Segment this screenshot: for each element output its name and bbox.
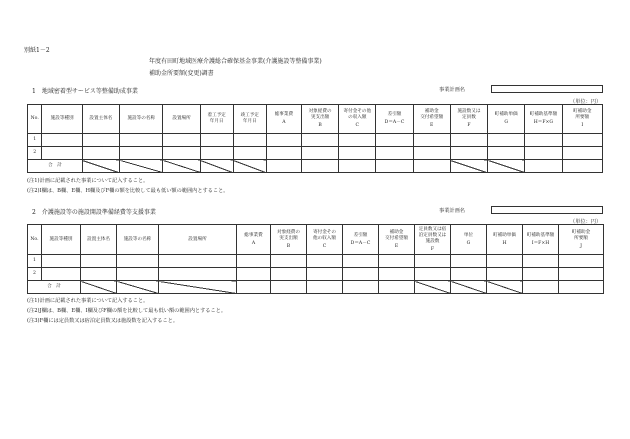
section2-head-sub: 施設数 [425,238,440,244]
section1-header-cell [376,105,413,134]
section2-project-name-field[interactable] [491,206,603,214]
section1-head-text: 補助金 [424,109,439,114]
section2-head-letter: F [430,246,435,252]
total-cell[interactable] [343,281,379,294]
section1-head-letter: I [581,123,584,128]
hatched-cell [120,160,163,173]
table-cell[interactable] [559,255,604,268]
section2-head-text: 定員数又は宿 [418,226,447,232]
section2-head-letter: D＝A－C [350,240,371,246]
section2-header-cell [42,225,81,255]
section2-head-text: 施設等種別 [49,236,73,242]
table-cell[interactable] [271,255,307,268]
section2-header-cell [307,225,343,255]
section1-head-sub: 交付希望額 [420,115,444,120]
section2-header-cell [343,225,379,255]
document-subtitle: 補助金所要額(変更)調書 [149,70,214,77]
section1-head-sub: 所要額 [575,115,590,120]
table-row [28,255,604,268]
section1-head-letter: D＝A－C [384,120,405,125]
section1-head-letter: C [355,123,360,128]
section1-header-cell [339,105,376,134]
section2-header-cell [487,225,523,255]
section2-note-3: (注3)F欄には定員数又は宿泊定員数又は施設数を記入すること。 [27,318,179,324]
section1-head-text: 差引額 [387,112,402,117]
section1-project-name-field[interactable] [491,85,603,93]
table-cell[interactable] [117,268,159,281]
table-cell[interactable] [307,268,343,281]
section1-head-sub: 実支出額 [310,115,330,120]
section1-head-text: 設置主体名 [89,116,113,121]
section2-head-letter: H [502,240,507,246]
section2-header-cell [451,225,487,255]
section1-header-cell [163,105,200,134]
section2-head-text: 町補助単価 [493,232,516,238]
section1-table [27,104,603,173]
hatched-cell [159,281,237,294]
total-label: 合 計 [28,160,83,173]
section2-header-cell [271,225,307,255]
section2-head-text: 設置場所 [188,236,207,242]
document-title: 年度有田町地域医療介護総合確保基金事業(介護施設等整備事業) [149,58,322,65]
row-number: 1 [28,134,42,147]
section1-header-cell [301,105,338,134]
section2-head-letter: A [251,240,256,246]
section1-head-text: 町補助基準額 [529,112,558,117]
table-cell[interactable] [266,147,301,160]
hatched-cell [450,160,487,173]
section1-header-cell [200,105,233,134]
section2-header-row [28,225,604,255]
section1-heading: 1 地域密着型サービス等整備助成事業 [32,88,138,95]
table-cell[interactable] [159,268,237,281]
section1-head-text: 施設等の名称 [127,116,156,121]
section1-header-cell [28,105,42,134]
section2-heading: 2 介護施設等の施設開設準備経費等支援事業 [32,209,156,216]
table-cell[interactable] [559,268,604,281]
section1-header-cell [525,105,562,134]
section1-head-sub: 年月日 [242,119,257,124]
table-cell[interactable] [117,255,159,268]
table-cell[interactable] [343,255,379,268]
section2-head-text: No. [30,236,39,242]
section2-unit-label: （単位：円） [570,219,602,225]
section2-head-sub: 交付希望額 [385,235,408,241]
table-cell[interactable] [339,147,376,160]
table-cell[interactable] [237,268,271,281]
section1-note-1: (注1)計画に記載された事業について記入すること。 [27,178,149,184]
section1-head-letter: H＝F×G [533,120,554,125]
table-cell[interactable] [343,268,379,281]
section2-head-text: 単位 [463,232,474,238]
table-cell[interactable] [120,147,163,160]
section2-total-row [28,281,604,294]
section2-head-letter: E [394,243,399,249]
section2-head-letter: I＝F×H [531,240,550,246]
table-cell[interactable] [488,134,525,147]
section2-header-cell [81,225,117,255]
total-cell[interactable] [523,281,559,294]
section2-head-sub: 他の収入額 [313,235,336,241]
section2-note-1: (注1)計画に記載された事業について記入すること。 [27,298,149,304]
section1-header-cell [82,105,119,134]
table-cell[interactable] [82,147,119,160]
total-cell[interactable] [413,160,450,173]
section1-note-2: (注2)I欄は、B欄、E欄、H欄及びF欄の額を比較して最も低い額の範囲内とすること。 [27,188,229,194]
table-cell[interactable] [450,134,487,147]
section1-head-text: 対象経費の [308,109,332,114]
table-cell[interactable] [562,134,603,147]
table-cell[interactable] [415,268,451,281]
hatched-cell [163,160,200,173]
total-cell[interactable] [307,281,343,294]
hatched-cell [488,160,525,173]
section2-head-text: 町補助金 [571,229,591,235]
section1-head-sub: 定員数 [462,115,476,120]
hatched-cell [200,160,233,173]
section2-head-letter: G [466,240,471,246]
table-cell[interactable] [488,147,525,160]
section1-head-text: 町補助単価 [494,112,518,117]
hatched-cell [415,281,451,294]
section2-head-letter: J [580,243,582,249]
total-cell[interactable] [376,160,413,173]
table-cell[interactable] [159,255,237,268]
table-cell[interactable] [339,134,376,147]
total-cell[interactable] [339,160,376,173]
table-cell[interactable] [487,268,523,281]
table-cell[interactable] [562,147,603,160]
table-cell[interactable] [525,134,562,147]
section1-head-text: No. [30,116,39,121]
section1-head-text: 施設等種別 [50,116,74,121]
table-cell[interactable] [301,147,338,160]
table-cell[interactable] [301,134,338,147]
section2-head-text: 町補助基準額 [526,232,555,238]
table-cell[interactable] [233,134,266,147]
section1-header-cell [42,105,82,134]
section1-head-text: 設置場所 [172,116,191,121]
table-cell[interactable] [525,147,562,160]
section1-head-letter: E [430,123,434,128]
row-number: 2 [28,147,42,160]
table-cell[interactable] [376,134,413,147]
section2-header-cell [415,225,451,255]
total-cell[interactable] [379,281,415,294]
total-cell[interactable] [237,281,271,294]
attachment-label: 別紙1－2 [24,47,50,54]
section2-head-sub: 所要額 [574,235,588,241]
section2-head-letter: B [286,243,291,249]
table-cell[interactable] [450,147,487,160]
section2-header-cell [523,225,559,255]
section2-head-text: 補助金 [389,229,404,235]
section1-project-name-label: 事業計画名 [439,87,465,93]
hatched-cell [451,281,487,294]
table-cell[interactable] [413,147,450,160]
hatched-cell [233,160,266,173]
table-cell[interactable] [379,268,415,281]
section1-header-cell [450,105,487,134]
section1-header-row [28,105,603,134]
total-cell[interactable] [559,281,604,294]
section1-head-sub: 年月日 [209,119,224,124]
table-cell[interactable] [120,134,163,147]
table-cell[interactable] [233,147,266,160]
section1-head-letter: G [504,120,508,125]
table-cell[interactable] [200,134,233,147]
section1-head-text: 寄付金その他 [343,109,372,114]
hatched-cell [82,160,119,173]
hatched-cell [487,281,523,294]
table-cell[interactable] [451,255,487,268]
section2-head-text: 寄付金その [313,229,336,235]
section1-header-cell [488,105,525,134]
table-cell[interactable] [413,134,450,147]
table-cell[interactable] [237,255,271,268]
row-number: 1 [28,255,42,268]
table-row [28,134,603,147]
section1-unit-label: （単位：円） [570,99,602,105]
table-cell[interactable] [42,134,82,147]
table-cell[interactable] [271,268,307,281]
section1-head-text: 町補助金 [573,109,592,114]
section1-header-cell [562,105,603,134]
section2-head-text: 差引額 [353,232,368,238]
section1-head-letter: A [282,120,286,125]
total-cell[interactable] [271,281,307,294]
table-cell[interactable] [200,147,233,160]
section2-note-2: (注2)J欄は、B欄、E欄、I欄及びF欄の額を比較して最も低い額の範囲内とすること。 [27,308,227,314]
section1-header-cell [413,105,450,134]
section1-head-letter: F [467,123,471,128]
table-cell[interactable] [379,255,415,268]
section2-head-text: 施設等の名称 [123,236,152,242]
hatched-cell [117,281,159,294]
total-cell[interactable] [266,160,301,173]
section2-header-cell [28,225,42,255]
table-cell[interactable] [81,255,117,268]
hatched-cell [81,281,117,294]
table-row [28,268,604,281]
section2-header-cell [237,225,271,255]
section2-header-cell [117,225,159,255]
total-cell[interactable] [301,160,338,173]
section2-head-sub: 泊定員数又は [418,232,447,238]
section1-head-letter: B [318,123,322,128]
table-cell[interactable] [376,147,413,160]
table-cell[interactable] [307,255,343,268]
section2-header-cell [159,225,237,255]
section2-head-sub: 実支出額 [279,235,298,241]
section2-head-text: 総事業費 [244,232,263,238]
section2-head-letter: C [322,243,327,249]
section1-head-text: 竣工予定 [240,113,259,118]
table-cell[interactable] [163,134,200,147]
section1-header-cell [266,105,301,134]
section1-head-text: 着工予定 [207,113,226,118]
table-cell[interactable] [523,255,559,268]
section2-project-name-label: 事業計画名 [439,208,465,214]
section2-header-cell [379,225,415,255]
table-cell[interactable] [82,134,119,147]
row-number: 2 [28,268,42,281]
section1-head-text: 施設数又は [457,109,481,114]
table-cell[interactable] [266,134,301,147]
total-label: 合 計 [28,281,81,294]
total-cell[interactable] [525,160,562,173]
table-cell[interactable] [42,255,81,268]
table-cell[interactable] [163,147,200,160]
section1-header-cell [233,105,266,134]
section2-table [27,224,604,294]
table-cell[interactable] [487,255,523,268]
table-cell[interactable] [523,268,559,281]
table-cell[interactable] [42,147,82,160]
section2-head-text: 設置主体名 [87,236,110,242]
section2-header-cell [559,225,604,255]
section1-header-cell [120,105,163,134]
table-cell[interactable] [42,268,81,281]
section2-head-text: 対象経費の [277,229,300,235]
total-cell[interactable] [562,160,603,173]
table-row [28,147,603,160]
section1-head-text: 総事業費 [274,112,294,117]
section1-total-row [28,160,603,173]
table-cell[interactable] [451,268,487,281]
section1-head-sub: の収入額 [348,115,367,120]
table-cell[interactable] [81,268,117,281]
table-cell[interactable] [415,255,451,268]
